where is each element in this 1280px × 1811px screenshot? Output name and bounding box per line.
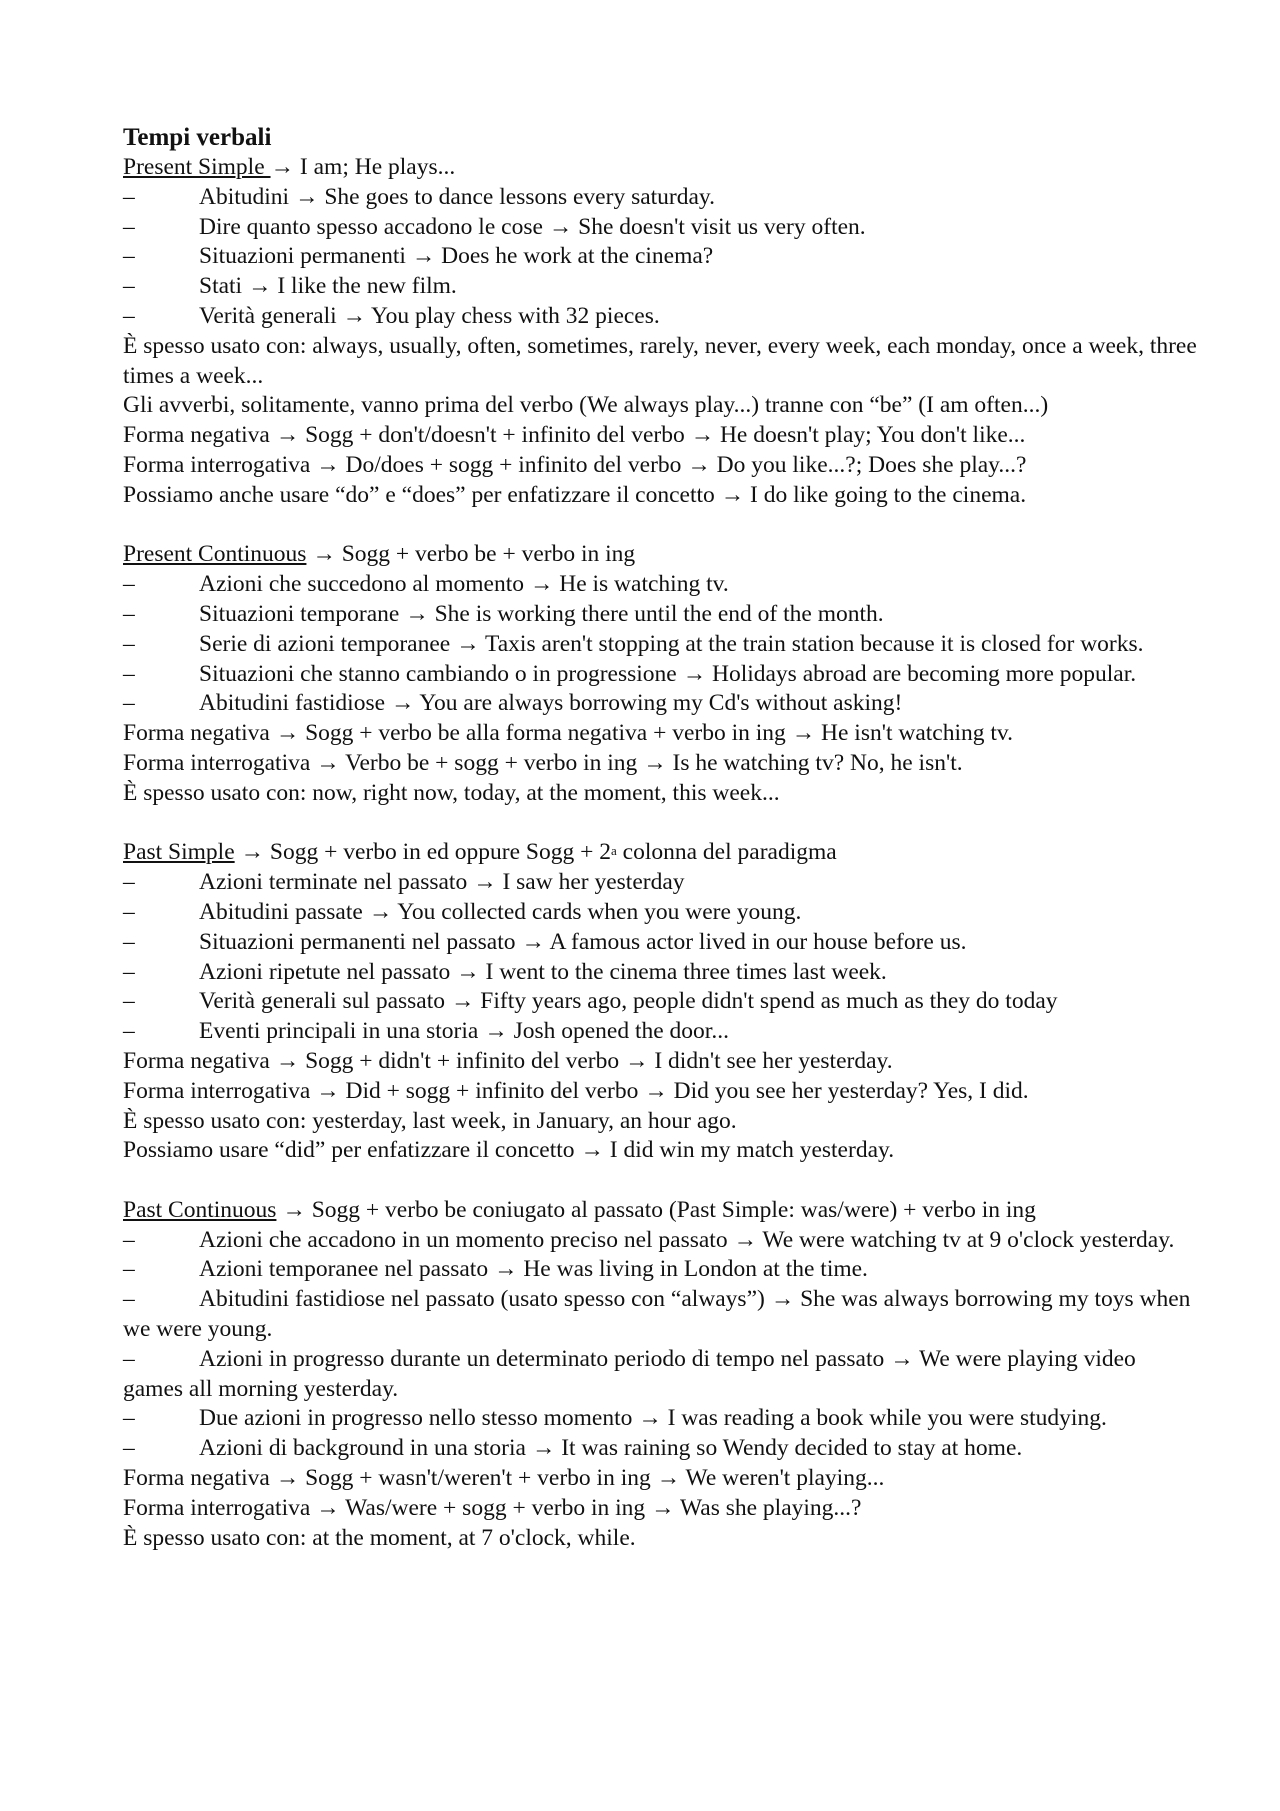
list-item: – Abitudini fastidiose → You are always borrowing my Cd's without asking! (123, 689, 1200, 719)
dash-bullet: – (123, 183, 135, 210)
list-item: – Situazioni che stanno cambiando o in progressione → Holidays abroad are becoming more popular. (123, 660, 1200, 690)
dash-bullet: – (123, 1226, 135, 1253)
list-item: – Azioni di background in una storia → It was raining so Wendy decided to stay at home. (123, 1434, 1200, 1464)
list-item: – Azioni temporanee nel passato → He was living in London at the time. (123, 1255, 1200, 1285)
section-past-simple (123, 838, 1200, 1166)
list-item: – Situazioni permanenti nel passato → A famous actor lived in our house before us. (123, 928, 1200, 958)
list-item: – Abitudini → She goes to dance lessons every saturday. (123, 183, 1200, 213)
list-item: – Verità generali → You play chess with 32 pieces. (123, 302, 1200, 332)
dash-bullet: – (123, 630, 135, 657)
dash-bullet: – (123, 1345, 135, 1372)
dash-bullet: – (123, 988, 135, 1015)
list-item: – Abitudini passate → You collected cards when you were young. (123, 898, 1200, 928)
note-line: Forma interrogativa → Did + sogg + infinito del verbo → Did you see her yesterday? Yes, I did. (123, 1077, 1029, 1104)
note-line: Forma interrogativa → Verbo be + sogg + verbo in ing → Is he watching tv? No, he isn't. (123, 749, 963, 776)
dash-bullet: – (123, 213, 135, 240)
note-line: Possiamo anche usare “do” e “does” per enfatizzare il concetto → I do like going to the cinema. (123, 481, 1027, 508)
dash-bullet: – (123, 243, 135, 270)
dash-bullet: – (123, 600, 135, 627)
dash-bullet: – (123, 1286, 135, 1313)
section-heading: Past Continuous (123, 1196, 277, 1223)
list-item: – Situazioni temporane → She is working there until the end of the month. (123, 600, 1200, 630)
note-line: Gli avverbi, solitamente, vanno prima del verbo (We always play...) tranne con “be” (I am often...) (123, 392, 1049, 419)
list-item: – Azioni ripetute nel passato → I went to the cinema three times last week. (123, 958, 1200, 988)
section-heading-after: colonna del paradigma (616, 839, 837, 866)
list-item: – Dire quanto spesso accadono le cose → She doesn't visit us very often. (123, 213, 1200, 243)
section-heading-line (123, 540, 1200, 570)
section-heading-rest: → I am; He plays... (270, 154, 456, 180)
note-line: È spesso usato con: now, right now, today, at the moment, this week... (123, 779, 780, 806)
note-line: Forma negativa → Sogg + don't/doesn't + infinito del verbo → He doesn't play; You don't like... (123, 422, 1026, 449)
section-present-continuous (123, 540, 1200, 808)
dash-bullet: – (123, 571, 135, 598)
section-heading: Present Continuous (123, 541, 307, 568)
dash-bullet: – (123, 928, 135, 955)
note-line: Forma negativa → Sogg + verbo be alla forma negativa + verbo in ing → He isn't watching tv. (123, 720, 1014, 747)
dash-bullet: – (123, 660, 135, 687)
dash-bullet: – (123, 1435, 135, 1462)
dash-bullet: – (123, 273, 135, 300)
section-heading-rest: → Sogg + verbo be + verbo in ing (306, 541, 636, 568)
section-past-continuous (123, 1196, 1200, 1554)
list-item: – Serie di azioni temporanee → Taxis aren't stopping at the train station because it is closed for works. (123, 630, 1200, 660)
section-heading-line (123, 153, 1200, 183)
note-line: Forma interrogativa → Do/does + sogg + infinito del verbo → Do you like...?; Does she play...? (123, 451, 1027, 478)
section-gap (123, 1166, 1200, 1196)
list-item: – Verità generali sul passato → Fifty years ago, people didn't spend as much as they do today (123, 987, 1200, 1017)
list-item: – Situazioni permanenti → Does he work at the cinema? (123, 242, 1200, 272)
superscript: a (611, 843, 617, 859)
note-line: È spesso usato con: yesterday, last week, in January, an hour ago. (123, 1107, 737, 1134)
list-item: – Stati → I like the new film. (123, 272, 1200, 302)
dash-bullet: – (123, 1256, 135, 1283)
note-line: Forma negativa → Sogg + wasn't/weren't + verbo in ing → We weren't playing... (123, 1465, 885, 1492)
list-item: – Azioni in progresso durante un determinato periodo di tempo nel passato → We were playing video games all morning yesterday. (123, 1345, 1136, 1402)
dash-bullet: – (123, 1018, 135, 1045)
section-heading-rest: → Sogg + verbo be coniugato al passato (Past Simple: was/were) + verbo in ing (276, 1196, 1036, 1223)
list-item: – Eventi principali in una storia → Josh opened the door... (123, 1017, 1200, 1047)
section-heading-line (123, 838, 1200, 868)
section-heading: Past Simple (123, 839, 235, 866)
list-item: – Azioni terminate nel passato → I saw her yesterday (123, 868, 1200, 898)
list-item: – Abitudini fastidiose nel passato (usato spesso con “always”) → She was always borrowing my toys when we were young. (123, 1286, 1191, 1343)
dash-bullet: – (123, 898, 135, 925)
list-item: – Azioni che accadono in un momento preciso nel passato → We were watching tv at 9 o'clock yesterday. (123, 1226, 1200, 1256)
section-heading-line (123, 1196, 1200, 1226)
note-line: Possiamo usare “did” per enfatizzare il concetto → I did win my match yesterday. (123, 1137, 895, 1164)
document-title: Tempi verbali (123, 124, 272, 151)
dash-bullet: – (123, 869, 135, 896)
dash-bullet: – (123, 1405, 135, 1432)
list-item: – Azioni che succedono al momento → He is watching tv. (123, 570, 1200, 600)
dash-bullet: – (123, 958, 135, 985)
section-heading: Present Simple (123, 154, 271, 180)
section-present-simple (123, 153, 1200, 511)
dash-bullet: – (123, 690, 135, 717)
note-line: Forma negativa → Sogg + didn't + infinito del verbo → I didn't see her yesterday. (123, 1047, 893, 1074)
section-gap (123, 511, 1200, 541)
section-heading-rest: → Sogg + verbo in ed oppure Sogg + 2 (234, 839, 612, 866)
note-line: È spesso usato con: at the moment, at 7 o'clock, while. (123, 1524, 636, 1551)
list-item: – Due azioni in progresso nello stesso momento → I was reading a book while you were studying. (123, 1404, 1200, 1434)
section-gap (123, 809, 1200, 839)
note-line: È spesso usato con: always, usually, often, sometimes, rarely, never, every week, each monday, once a week, three times a week... (123, 332, 1197, 389)
dash-bullet: – (123, 302, 135, 329)
note-line: Forma interrogativa → Was/were + sogg + verbo in ing → Was she playing...? (123, 1494, 862, 1521)
